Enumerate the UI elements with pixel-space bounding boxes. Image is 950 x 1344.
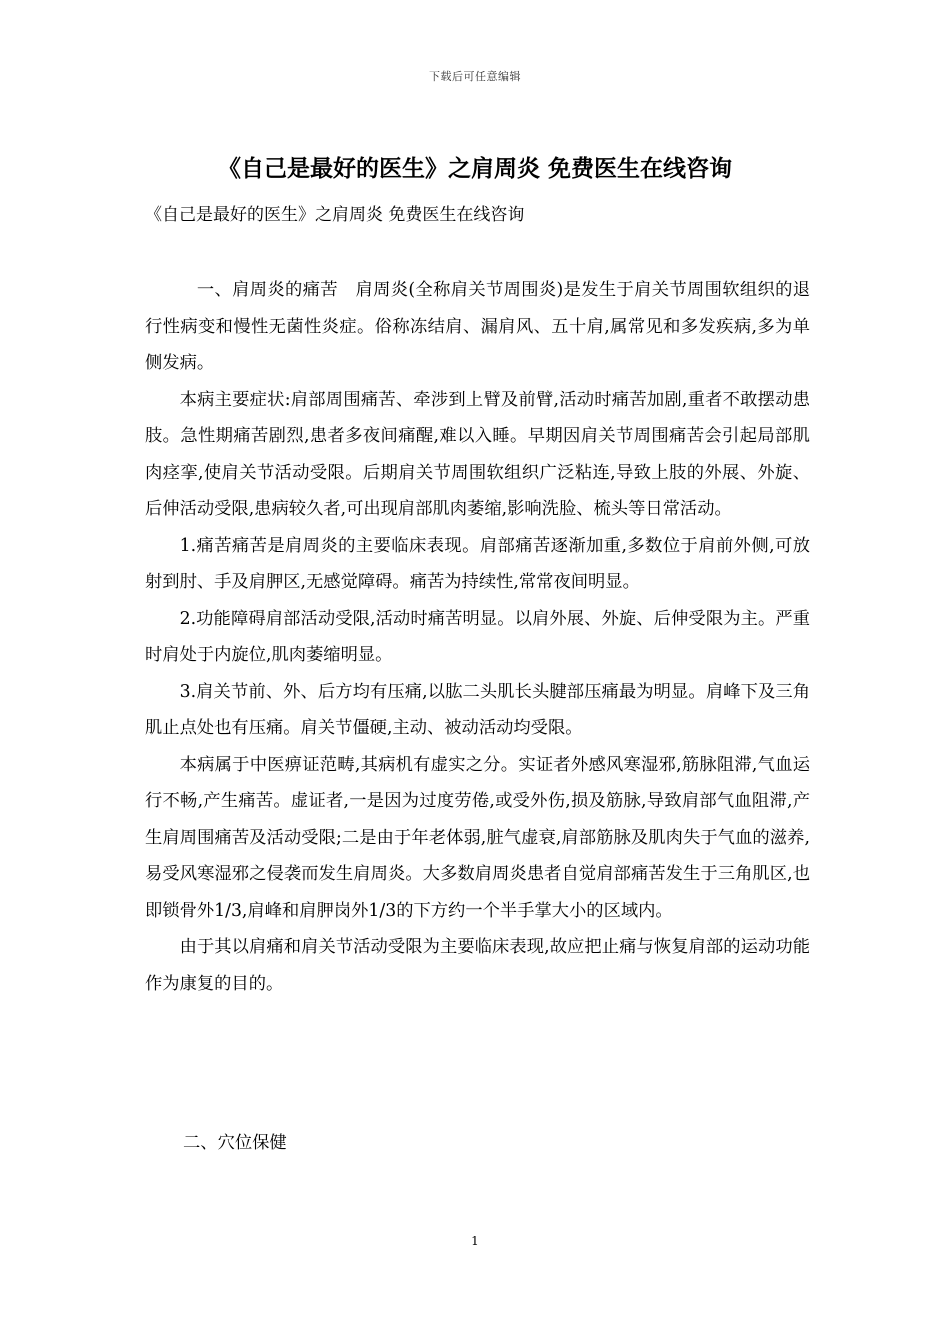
document-title: 《自己是最好的医生》之肩周炎 免费医生在线咨询 xyxy=(217,156,732,182)
paragraph: 由于其以肩痛和肩关节活动受限为主要临床表现,故应把止痛与恢复肩部的运动功能作为康复的目的。 xyxy=(145,937,810,994)
paragraph: 1.痛苦痛苦是肩周炎的主要临床表现。肩部痛苦逐渐加重,多数位于肩前外侧,可放射到肘、手及肩胛区,无感觉障碍。痛苦为持续性,常常夜间明显。 xyxy=(145,535,810,592)
paragraph: 3.肩关节前、外、后方均有压痛,以肱二头肌长头腱部压痛最为明显。肩峰下及三角肌止点处也有压痛。肩关节僵硬,主动、被动活动均受限。 xyxy=(145,681,810,738)
section-heading: 二、穴位保健 xyxy=(183,1133,287,1153)
paragraph: 本病属于中医痹证范畴,其病机有虚实之分。实证者外感风寒湿邪,筋脉阻滞,气血运行不畅,产生痛苦。虚证者,一是因为过度劳倦,或受外伤,损及筋脉,导致肩部气血阻滞,产生肩周围痛苦及活动受限;二是由于年老体弱,脏气虚衰,肩部筋脉及肌肉失于气血的滋养,易受风寒湿邪之侵袭而发生肩周炎。大多数肩周炎患者自觉肩部痛苦发生于三角肌区,也即锁骨外1/3,肩峰和肩胛岗外1/3的下方约一个半手掌大小的区域内。 xyxy=(145,754,810,921)
paragraph: 一、肩周炎的痛苦 肩周炎(全称肩关节周围炎)是发生于肩关节周围软组织的退行性病变和慢性无菌性炎症。俗称冻结肩、漏肩风、五十肩,属常见和多发疾病,多为单侧发病。 xyxy=(145,280,810,373)
header-note: 下载后可任意编辑 xyxy=(429,70,521,83)
paragraph: 本病主要症状:肩部周围痛苦、牵涉到上臂及前臂,活动时痛苦加剧,重者不敢摆动患肢。急性期痛苦剧烈,患者多夜间痛醒,难以入睡。早期因肩关节周围痛苦会引起局部肌肉痉挛,使肩关节活动受限。后期肩关节周围软组织广泛粘连,导致上肢的外展、外旋、后伸活动受限,患病较久者,可出现肩部肌肉萎缩,影响洗脸、梳头等日常活动。 xyxy=(145,389,810,519)
document-body xyxy=(145,272,810,1002)
document-subtitle: 《自己是最好的医生》之肩周炎 免费医生在线咨询 xyxy=(145,205,525,225)
paragraph: 2.功能障碍肩部活动受限,活动时痛苦明显。以肩外展、外旋、后伸受限为主。严重时肩处于内旋位,肌肉萎缩明显。 xyxy=(145,608,810,665)
page-number: 1 xyxy=(471,1234,479,1248)
